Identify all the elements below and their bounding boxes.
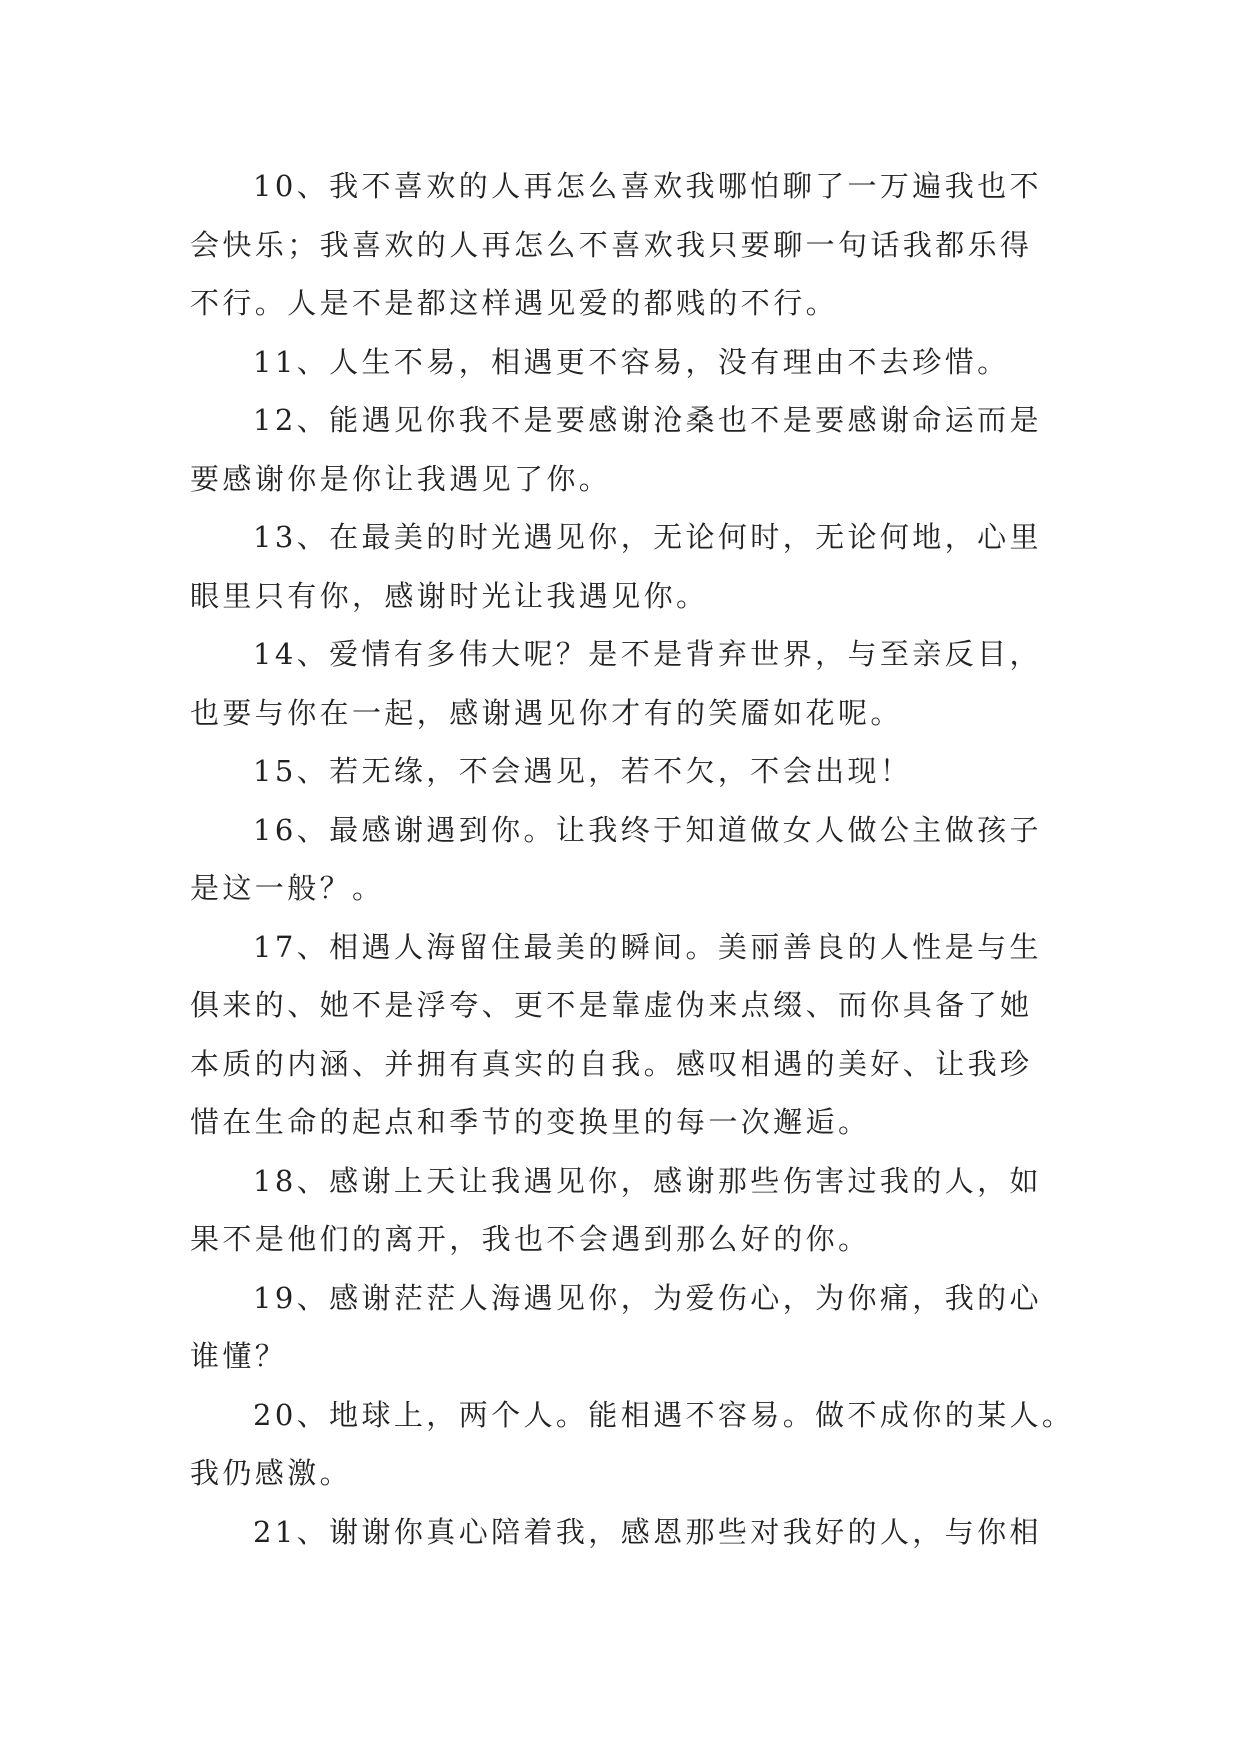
paragraph-line: 14、爱情有多伟大呢？是不是背弃世界，与至亲反目， [253,637,1042,671]
paragraph-line: 20、地球上，两个人。能相遇不容易。做不成你的某人。 [253,1397,1075,1432]
paragraph-line: 17、相遇人海留住最美的瞬间。美丽善良的人性是与生 [253,929,1042,964]
paragraph-line: 本质的内涵、并拥有真实的自我。感叹相遇的美好、让我珍 [190,1046,1033,1081]
paragraph-line: 谁懂？ [190,1339,288,1373]
paragraph-line: 18、感谢上天让我遇见你，感谢那些伤害过我的人，如 [253,1163,1042,1198]
paragraph-line: 要感谢你是你让我遇见了你。 [190,461,612,496]
paragraph-line: 惜在生命的起点和季节的变换里的每一次邂逅。 [190,1105,871,1139]
paragraph-line: 俱来的、她不是浮夸、更不是靠虚伪来点缀、而你具备了她 [190,988,1033,1022]
paragraph-line: 我仍感激。 [190,1456,353,1490]
paragraph-line: 11、人生不易，相遇更不容易，没有理由不去珍惜。 [253,344,1010,379]
paragraph-line: 会快乐；我喜欢的人再怎么不喜欢我只要聊一句话我都乐得 [190,227,1033,262]
paragraph-line: 12、能遇见你我不是要感谢沧桑也不是要感谢命运而是 [253,403,1042,437]
paragraph-line: 10、我不喜欢的人再怎么喜欢我哪怕聊了一万遍我也不 [253,169,1042,203]
paragraph-line: 也要与你在一起，感谢遇见你才有的笑靥如花呢。 [190,695,903,730]
paragraph-line: 19、感谢茫茫人海遇见你，为爱伤心，为你痛，我的心 [253,1280,1042,1315]
paragraph-line: 是这一般？。 [190,871,385,905]
document-body [190,157,1075,1561]
paragraph-line: 眼里只有你，感谢时光让我遇见你。 [190,578,709,613]
paragraph-line: 不行。人是不是都这样遇见爱的都贱的不行。 [190,286,839,320]
paragraph-line: 21、谢谢你真心陪着我，感恩那些对我好的人，与你相 [253,1514,1042,1549]
paragraph-line: 16、最感谢遇到你。让我终于知道做女人做公主做孩子 [253,812,1042,847]
paragraph-line: 13、在最美的时光遇见你，无论何时，无论何地，心里 [253,520,1042,554]
paragraph-line: 果不是他们的离开，我也不会遇到那么好的你。 [190,1222,871,1256]
paragraph-line: 15、若无缘，不会遇见，若不欠，不会出现！ [253,754,913,788]
